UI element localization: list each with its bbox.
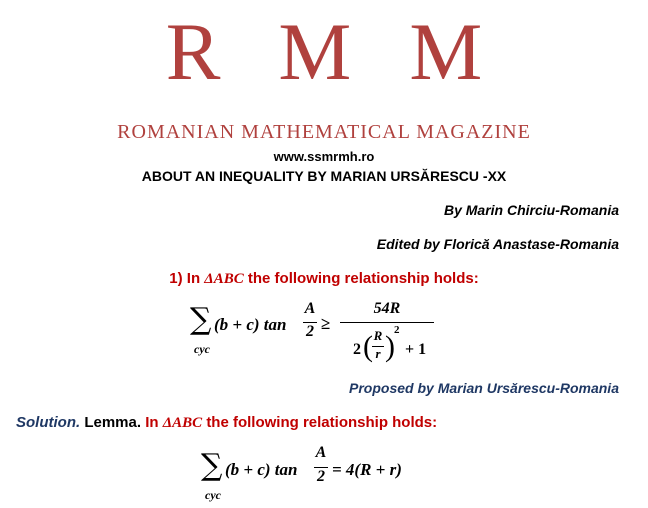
- magazine-name: ROMANIAN MATHEMATICAL MAGAZINE: [117, 121, 531, 143]
- lemma-sum-term: (b + c) tan: [225, 460, 298, 479]
- lemma-lead: In: [145, 414, 159, 431]
- rmm-logo: RMM: [165, 6, 541, 97]
- lemma-half-angle-denominator: 2: [317, 468, 325, 485]
- problem-tail: the following relationship holds:: [247, 270, 479, 287]
- inner-numerator: R: [373, 328, 383, 343]
- left-paren: (: [363, 330, 373, 363]
- problem-triangle: ΔABC: [204, 271, 244, 287]
- problem-number: 1): [169, 270, 183, 287]
- lemma-label: Lemma.: [84, 414, 142, 431]
- problem-formula: [190, 302, 450, 372]
- solution-line: [16, 414, 437, 432]
- lemma-triangle: ΔABC: [162, 415, 203, 431]
- lemma-tail: the following relationship holds:: [206, 414, 438, 431]
- rhs-numerator: 54R: [373, 300, 401, 317]
- problem-lead: In: [186, 270, 201, 287]
- website: www.ssmrmh.ro: [273, 149, 375, 164]
- half-angle-numerator: A: [304, 300, 316, 317]
- half-angle-denominator: 2: [306, 323, 314, 340]
- rhs-fraction-bar: [340, 322, 434, 323]
- sum-symbol: ∑: [190, 302, 212, 337]
- rhs-coefficient: 2: [353, 341, 361, 358]
- article-title: ABOUT AN INEQUALITY BY MARIAN URSĂRESCU -XX: [141, 168, 507, 184]
- relation-sign: ≥: [321, 314, 331, 333]
- author-line: By Marin Chirciu-Romania: [443, 202, 619, 218]
- inner-denominator: r: [375, 346, 381, 361]
- lemma-rhs: = 4(R + r): [332, 460, 402, 479]
- sum-index: cyc: [194, 342, 210, 356]
- proposed-by: Proposed by Marian Ursărescu-Romania: [349, 380, 619, 396]
- sum-term: (b + c) tan: [214, 315, 287, 334]
- lemma-half-angle-numerator: A: [315, 444, 327, 461]
- lemma-sum-index: cyc: [205, 488, 221, 502]
- lemma-formula: [201, 444, 451, 504]
- lemma-sum-symbol: ∑: [201, 448, 223, 483]
- solution-label: Solution.: [16, 414, 81, 431]
- editor-line: Edited by Florică Anastase-Romania: [376, 236, 619, 252]
- rhs-plus-one: + 1: [405, 341, 427, 358]
- exponent: 2: [394, 324, 400, 336]
- right-paren: ): [385, 330, 395, 363]
- problem-statement: [0, 270, 648, 288]
